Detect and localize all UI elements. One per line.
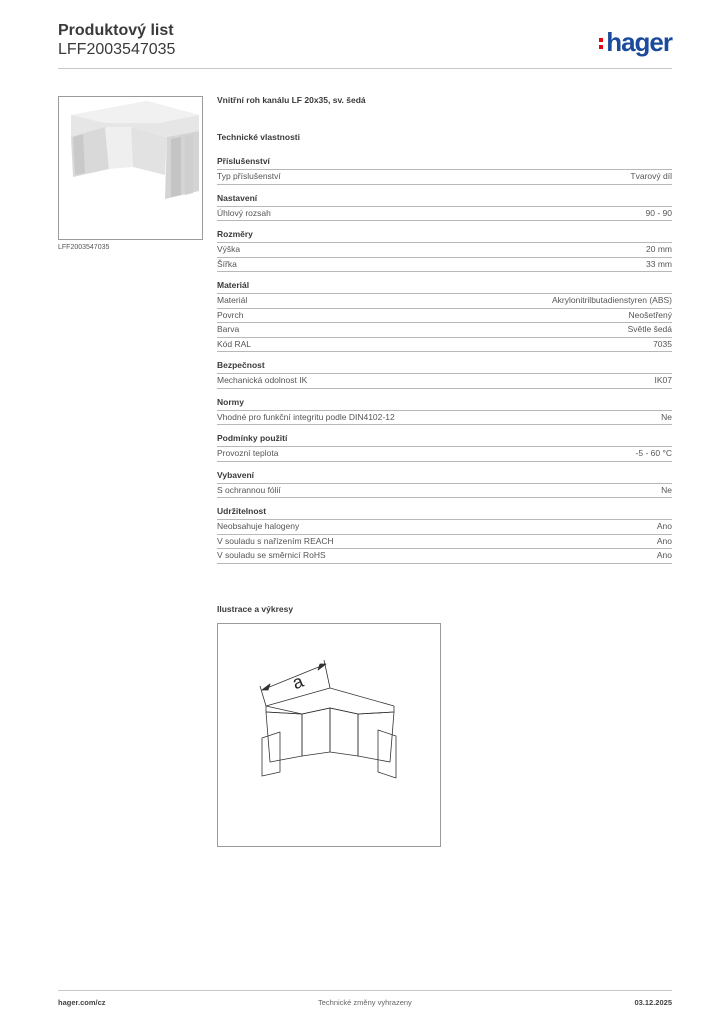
technical-drawing-svg <box>218 624 440 846</box>
spec-label: Šířka <box>217 258 237 269</box>
spec-label: Kód RAL <box>217 338 252 349</box>
spec-value: 90 - 90 <box>645 207 672 218</box>
spec-value: Akrylonitrilbutadienstyren (ABS) <box>552 295 672 305</box>
logo-text: hager <box>606 27 672 57</box>
spec-row <box>217 243 672 258</box>
footer-divider <box>58 990 672 991</box>
section-title: Podmínky použití <box>217 433 672 447</box>
spec-row <box>217 207 672 222</box>
spec-section <box>217 506 672 564</box>
footer-date: 03.12.2025 <box>634 998 672 1007</box>
product-photo <box>58 96 203 240</box>
footer-website[interactable]: hager.com/cz <box>58 998 106 1007</box>
spec-row <box>217 309 672 324</box>
section-title: Nastavení <box>217 193 672 207</box>
spec-value: Ne <box>661 484 672 495</box>
spec-value: Neošetřený <box>628 309 672 320</box>
hager-logo <box>599 29 672 55</box>
spec-section <box>217 280 672 352</box>
spec-label: Výška <box>217 244 241 254</box>
tech-properties-heading: Technické vlastnosti <box>217 132 300 142</box>
spec-row <box>217 338 672 353</box>
spec-row <box>217 170 672 185</box>
spec-label: Vhodné pro funkční integritu podle DIN4102-12 <box>217 411 395 422</box>
spec-value: Ano <box>656 535 672 546</box>
spec-section <box>217 229 672 272</box>
document-title: Produktový list <box>58 22 174 39</box>
product-code: LFF2003547035 <box>58 41 176 58</box>
spec-value: -5 - 60 °C <box>635 448 672 458</box>
illustration-heading: Ilustrace a výkresy <box>217 604 294 614</box>
spec-label: Barva <box>217 324 240 334</box>
spec-label: S ochrannou fólií <box>217 484 281 495</box>
spec-label: Provozní teplota <box>217 448 279 458</box>
spec-label: V souladu se směrnicí RoHS <box>217 550 326 560</box>
spec-value: Světle šedá <box>627 324 672 334</box>
spec-label: Materiál <box>217 295 248 305</box>
photo-caption: LFF2003547035 <box>58 244 110 251</box>
dimension-label: a <box>289 670 307 694</box>
spec-section <box>217 470 672 499</box>
spec-label: Mechanická odolnost IK <box>217 375 308 385</box>
section-title: Materiál <box>217 280 672 294</box>
footer-notice: Technické změny vyhrazeny <box>318 998 412 1007</box>
spec-label: Neobsahuje halogeny <box>217 521 300 531</box>
spec-value: 7035 <box>653 338 672 349</box>
technical-drawing <box>217 623 441 847</box>
spec-row <box>217 535 672 550</box>
document-header <box>58 22 175 60</box>
spec-value: Ano <box>656 521 672 531</box>
spec-row <box>217 484 672 499</box>
header-divider <box>58 68 672 69</box>
spec-label: Povrch <box>217 309 244 320</box>
spec-row <box>217 374 672 389</box>
spec-value: 33 mm <box>646 258 672 269</box>
product-name: Vnitřní roh kanálu LF 20x35, sv. šedá <box>217 95 366 105</box>
spec-value: 20 mm <box>646 244 672 254</box>
spec-label: Úhlový rozsah <box>217 207 271 218</box>
spec-value: Ano <box>656 550 672 560</box>
spec-content <box>217 95 672 572</box>
spec-value: Tvarový díl <box>630 171 672 181</box>
spec-row <box>217 294 672 309</box>
spec-section <box>217 433 672 462</box>
spec-row <box>217 549 672 564</box>
spec-section <box>217 397 672 426</box>
logo-dots-icon <box>599 29 605 55</box>
spec-row <box>217 258 672 273</box>
spec-section <box>217 156 672 185</box>
section-title: Vybavení <box>217 470 672 484</box>
spec-value: IK07 <box>654 375 672 385</box>
section-title: Bezpečnost <box>217 360 672 374</box>
spec-row <box>217 520 672 535</box>
spec-value: Ne <box>661 411 672 422</box>
spec-row <box>217 411 672 426</box>
section-title: Udržitelnost <box>217 506 672 520</box>
spec-row <box>217 323 672 338</box>
spec-row <box>217 447 672 462</box>
section-title: Normy <box>217 397 672 411</box>
section-title: Příslušenství <box>217 156 672 170</box>
spec-sections <box>217 156 672 564</box>
product-photo-image <box>59 97 202 239</box>
spec-section <box>217 193 672 222</box>
section-title: Rozměry <box>217 229 672 243</box>
spec-label: Typ příslušenství <box>217 171 281 181</box>
spec-label: V souladu s nařízením REACH <box>217 535 334 546</box>
spec-section <box>217 360 672 389</box>
